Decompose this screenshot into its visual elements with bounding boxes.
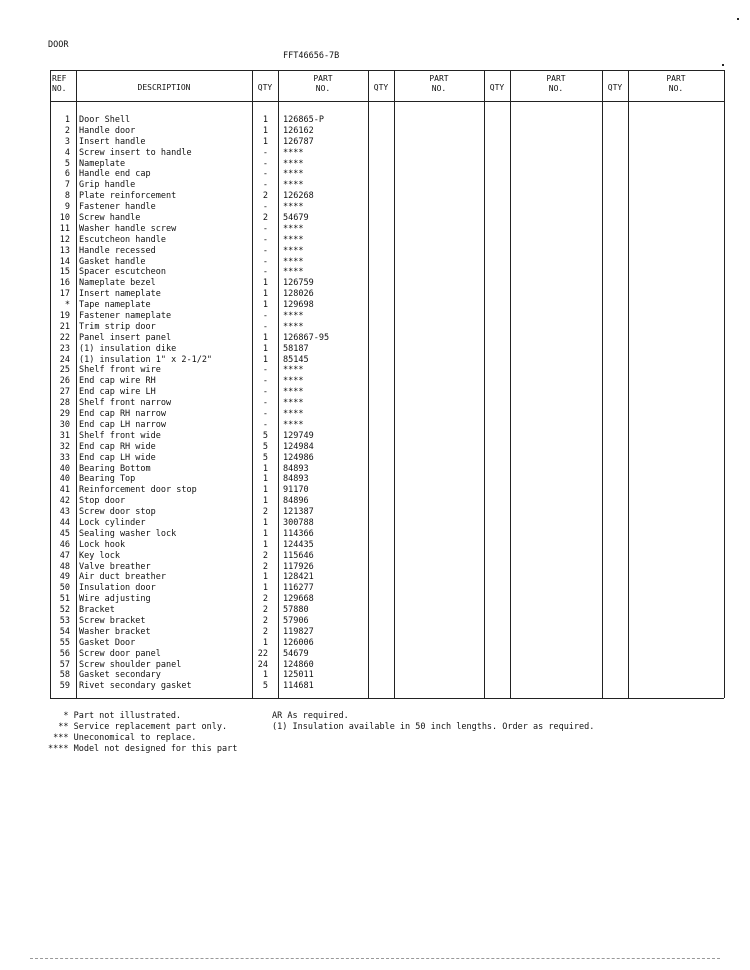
footnote: * Part not illustrated.	[48, 711, 182, 721]
part-number: 126867-95	[283, 332, 330, 343]
part-description: Screw handle	[79, 213, 141, 224]
table-row	[50, 235, 724, 246]
quantity: -	[262, 180, 268, 191]
ref-number: 42	[59, 496, 70, 507]
ref-number: 22	[59, 332, 70, 343]
part-number: 126006	[283, 637, 314, 648]
part-number: 121387	[283, 507, 314, 518]
model-number: FFT46656-7B	[283, 51, 340, 61]
part-description: Screw bracket	[79, 615, 146, 626]
quantity: 1	[262, 300, 268, 311]
ref-number: 25	[59, 365, 70, 376]
ref-number: 8	[64, 191, 70, 202]
remark: AR As required.	[272, 711, 349, 721]
part-number: ****	[283, 245, 304, 256]
part-description: Reinforcement door stop	[79, 485, 197, 496]
part-number: ****	[283, 376, 304, 387]
header-part-no: PART NO.	[313, 74, 333, 93]
table-row	[50, 300, 724, 311]
table-row	[50, 409, 724, 420]
quantity: 1	[262, 354, 268, 365]
ref-number: 12	[59, 234, 70, 245]
table-row	[50, 649, 724, 660]
part-description: Shelf front narrow	[79, 398, 172, 409]
part-description: Gasket secondary	[79, 670, 161, 681]
part-description: Shelf front wire	[79, 365, 161, 376]
quantity: 2	[262, 561, 268, 572]
ref-number: 5	[64, 158, 70, 169]
header-description: DESCRIPTION	[137, 83, 191, 92]
quantity: 5	[262, 441, 268, 452]
part-description: Nameplate	[79, 158, 126, 169]
quantity: -	[262, 365, 268, 376]
table-row	[50, 246, 724, 257]
part-number: 115646	[283, 550, 314, 561]
part-description: Bearing Top	[79, 474, 136, 485]
table-row	[50, 202, 724, 213]
part-description: End cap RH wide	[79, 441, 156, 452]
quantity: 2	[262, 626, 268, 637]
part-description: End cap RH narrow	[79, 409, 166, 420]
part-description: Panel insert panel	[79, 332, 172, 343]
ref-number: 52	[59, 605, 70, 616]
part-description: Stop door	[79, 496, 126, 507]
part-description: Bearing Bottom	[79, 463, 151, 474]
footnote: *** Uneconomical to replace.	[48, 733, 197, 743]
quantity: -	[262, 158, 268, 169]
part-description: Nameplate bezel	[79, 278, 156, 289]
footnotes-remarks	[272, 711, 594, 733]
ref-number: 58	[59, 670, 70, 681]
part-description: Spacer escutcheon	[79, 267, 166, 278]
part-number: 114681	[283, 681, 314, 692]
ref-number: 23	[59, 343, 70, 354]
table-row	[50, 311, 724, 322]
part-description: End cap wire LH	[79, 387, 156, 398]
ref-number: 27	[59, 387, 70, 398]
part-number: 129698	[283, 300, 314, 311]
table-row	[50, 616, 724, 627]
part-description: (1) insulation 1" x 2-1/2"	[79, 354, 213, 365]
table-bottom-rule	[50, 698, 724, 699]
quantity: -	[262, 234, 268, 245]
part-number: ****	[283, 409, 304, 420]
ref-number: 16	[59, 278, 70, 289]
table-row	[50, 496, 724, 507]
table-row	[50, 289, 724, 300]
part-number: ****	[283, 311, 304, 322]
table-row	[50, 518, 724, 529]
table-row	[50, 583, 724, 594]
ref-number: 50	[59, 583, 70, 594]
table-row	[50, 137, 724, 148]
ref-number: 14	[59, 256, 70, 267]
part-number: 126162	[283, 125, 314, 136]
quantity: 5	[262, 430, 268, 441]
part-number: 126268	[283, 191, 314, 202]
ref-number: 44	[59, 517, 70, 528]
part-description: Valve breather	[79, 561, 151, 572]
ref-number: 3	[64, 136, 70, 147]
part-description: Gasket Door	[79, 637, 136, 648]
quantity: 2	[262, 191, 268, 202]
part-number: ****	[283, 202, 304, 213]
ref-number: 45	[59, 528, 70, 539]
quantity: -	[262, 256, 268, 267]
table-body	[50, 115, 724, 692]
part-description: Lock cylinder	[79, 517, 146, 528]
part-number: ****	[283, 158, 304, 169]
table-header-rule	[50, 101, 724, 102]
table-row	[50, 572, 724, 583]
part-description: Screw insert to handle	[79, 147, 192, 158]
table-row	[50, 159, 724, 170]
ref-number: 11	[59, 223, 70, 234]
part-number: 128026	[283, 289, 314, 300]
page-bottom-rule	[30, 958, 720, 959]
header-qty: QTY	[373, 83, 389, 92]
part-number: 91170	[283, 485, 309, 496]
part-description: Lock hook	[79, 539, 126, 550]
table-row	[50, 507, 724, 518]
part-description: Insert nameplate	[79, 289, 161, 300]
ref-number: 56	[59, 648, 70, 659]
ref-number: 4	[64, 147, 70, 158]
quantity: -	[262, 169, 268, 180]
quantity: 1	[262, 539, 268, 550]
quantity: 2	[262, 550, 268, 561]
section-title: DOOR	[48, 40, 69, 50]
part-number: 125011	[283, 670, 314, 681]
part-description: Rivet secondary gasket	[79, 681, 192, 692]
header-qty: QTY	[607, 83, 623, 92]
footnote: **** Model not designed for this part	[48, 744, 238, 754]
quantity: 2	[262, 605, 268, 616]
ref-number: 13	[59, 245, 70, 256]
ref-number: 31	[59, 430, 70, 441]
header-qty: QTY	[257, 83, 273, 92]
table-row	[50, 562, 724, 573]
ref-number: 24	[59, 354, 70, 365]
part-description: Handle door	[79, 125, 136, 136]
ref-number: 1	[64, 115, 70, 125]
quantity: 1	[262, 115, 268, 125]
part-description: Shelf front wide	[79, 430, 161, 441]
part-number: 124860	[283, 659, 314, 670]
ref-number: *	[64, 300, 70, 311]
part-number: 124984	[283, 441, 314, 452]
table-row	[50, 267, 724, 278]
quantity: -	[262, 321, 268, 332]
part-number: ****	[283, 365, 304, 376]
ref-number: 40	[59, 474, 70, 485]
quantity: -	[262, 419, 268, 430]
ref-number: 19	[59, 311, 70, 322]
ref-number: 32	[59, 441, 70, 452]
table-row	[50, 605, 724, 616]
quantity: 1	[262, 485, 268, 496]
remark: (1) Insulation available in 50 inch lengths. Order as required.	[272, 722, 595, 732]
quantity: 5	[262, 681, 268, 692]
quantity: 1	[262, 670, 268, 681]
part-number: 57880	[283, 605, 309, 616]
table-top-rule	[50, 70, 724, 71]
quantity: -	[262, 223, 268, 234]
table-row	[50, 681, 724, 692]
header-part-no: PART NO.	[666, 74, 686, 93]
table-row	[50, 551, 724, 562]
quantity: 24	[257, 659, 268, 670]
ref-number: 9	[64, 202, 70, 213]
table-row	[50, 224, 724, 235]
part-number: 124986	[283, 452, 314, 463]
ref-number: 33	[59, 452, 70, 463]
quantity: 2	[262, 594, 268, 605]
part-number: 129668	[283, 594, 314, 605]
table-row	[50, 355, 724, 366]
ref-number: 21	[59, 321, 70, 332]
table-row	[50, 474, 724, 485]
part-number: ****	[283, 169, 304, 180]
part-number: 128421	[283, 572, 314, 583]
ref-number: 55	[59, 637, 70, 648]
column-divider	[724, 70, 725, 698]
table-row	[50, 453, 724, 464]
ref-number: 53	[59, 615, 70, 626]
part-description: Screw shoulder panel	[79, 659, 182, 670]
part-number: 85145	[283, 354, 309, 365]
table-row	[50, 191, 724, 202]
part-description: Washer bracket	[79, 626, 151, 637]
part-number: 116277	[283, 583, 314, 594]
ref-number: 29	[59, 409, 70, 420]
part-description: Insert handle	[79, 136, 146, 147]
part-number: ****	[283, 256, 304, 267]
ref-number: 17	[59, 289, 70, 300]
part-description: Fastener handle	[79, 202, 156, 213]
quantity: -	[262, 202, 268, 213]
scan-speck	[722, 64, 724, 66]
part-description: Wire adjusting	[79, 594, 151, 605]
ref-number: 43	[59, 507, 70, 518]
table-row	[50, 115, 724, 126]
part-description: Door Shell	[79, 115, 131, 125]
part-description: Insulation door	[79, 583, 156, 594]
quantity: -	[262, 387, 268, 398]
table-row	[50, 344, 724, 355]
ref-number: 26	[59, 376, 70, 387]
footnote: ** Service replacement part only.	[48, 722, 228, 732]
table-row	[50, 594, 724, 605]
part-number: ****	[283, 419, 304, 430]
table-row	[50, 148, 724, 159]
ref-number: 10	[59, 213, 70, 224]
table-row	[50, 442, 724, 453]
ref-number: 41	[59, 485, 70, 496]
quantity: 22	[257, 648, 268, 659]
footnotes-legend	[48, 711, 237, 755]
quantity: -	[262, 267, 268, 278]
parts-table	[50, 70, 724, 698]
ref-number: 15	[59, 267, 70, 278]
ref-number: 28	[59, 398, 70, 409]
part-number: 126787	[283, 136, 314, 147]
table-row	[50, 670, 724, 681]
table-row	[50, 333, 724, 344]
ref-number: 46	[59, 539, 70, 550]
ref-number: 40	[59, 463, 70, 474]
part-description: Bracket	[79, 605, 115, 616]
part-description: Escutcheon handle	[79, 234, 166, 245]
part-description: Handle recessed	[79, 245, 156, 256]
table-row	[50, 420, 724, 431]
table-row	[50, 126, 724, 137]
part-description: Tape nameplate	[79, 300, 151, 311]
quantity: -	[262, 409, 268, 420]
part-description: Screw door panel	[79, 648, 161, 659]
ref-number: 30	[59, 419, 70, 430]
table-row	[50, 398, 724, 409]
header-part-no: PART NO.	[429, 74, 449, 93]
quantity: 1	[262, 343, 268, 354]
quantity: 1	[262, 528, 268, 539]
table-row	[50, 278, 724, 289]
quantity: 1	[262, 332, 268, 343]
quantity: 5	[262, 452, 268, 463]
part-number: 84893	[283, 474, 309, 485]
quantity: 1	[262, 278, 268, 289]
quantity: 1	[262, 125, 268, 136]
part-number: 57906	[283, 615, 309, 626]
part-number: 117926	[283, 561, 314, 572]
scan-speck	[737, 18, 739, 20]
part-description: Sealing washer lock	[79, 528, 177, 539]
table-row	[50, 540, 724, 551]
ref-number: 54	[59, 626, 70, 637]
quantity: 2	[262, 615, 268, 626]
part-number: 54679	[283, 648, 309, 659]
part-number: ****	[283, 267, 304, 278]
quantity: 2	[262, 213, 268, 224]
part-description: End cap LH narrow	[79, 419, 166, 430]
ref-number: 59	[59, 681, 70, 692]
quantity: -	[262, 147, 268, 158]
part-description: Key lock	[79, 550, 120, 561]
quantity: 1	[262, 637, 268, 648]
table-row	[50, 464, 724, 475]
part-description: Gasket handle	[79, 256, 146, 267]
table-row	[50, 213, 724, 224]
part-description: Washer handle screw	[79, 223, 177, 234]
part-number: ****	[283, 387, 304, 398]
part-number: ****	[283, 234, 304, 245]
part-number: 126865-P	[283, 115, 324, 125]
table-row	[50, 169, 724, 180]
table-row	[50, 180, 724, 191]
part-number: 300788	[283, 517, 314, 528]
part-number: ****	[283, 147, 304, 158]
part-number: 84896	[283, 496, 309, 507]
header-ref-no: REF NO.	[52, 74, 67, 93]
part-description: End cap wire RH	[79, 376, 156, 387]
table-row	[50, 660, 724, 671]
table-row	[50, 322, 724, 333]
table-row	[50, 376, 724, 387]
ref-number: 49	[59, 572, 70, 583]
part-description: Handle end cap	[79, 169, 151, 180]
part-description: (1) insulation dike	[79, 343, 177, 354]
part-number: 129749	[283, 430, 314, 441]
quantity: 1	[262, 572, 268, 583]
part-number: 119827	[283, 626, 314, 637]
table-row	[50, 638, 724, 649]
part-description: Screw door stop	[79, 507, 156, 518]
part-number: 124435	[283, 539, 314, 550]
quantity: -	[262, 376, 268, 387]
quantity: -	[262, 398, 268, 409]
header-qty: QTY	[489, 83, 505, 92]
part-number: 54679	[283, 213, 309, 224]
part-description: End cap LH wide	[79, 452, 156, 463]
ref-number: 47	[59, 550, 70, 561]
quantity: -	[262, 245, 268, 256]
ref-number: 7	[64, 180, 70, 191]
quantity: 1	[262, 474, 268, 485]
quantity: 1	[262, 136, 268, 147]
part-description: Trim strip door	[79, 321, 156, 332]
quantity: 1	[262, 463, 268, 474]
part-number: 58187	[283, 343, 309, 354]
quantity: 1	[262, 583, 268, 594]
ref-number: 51	[59, 594, 70, 605]
ref-number: 2	[64, 125, 70, 136]
ref-number: 48	[59, 561, 70, 572]
quantity: -	[262, 311, 268, 322]
table-row	[50, 529, 724, 540]
table-row	[50, 365, 724, 376]
table-row	[50, 485, 724, 496]
part-number: ****	[283, 223, 304, 234]
part-description: Plate reinforcement	[79, 191, 177, 202]
table-row	[50, 431, 724, 442]
quantity: 2	[262, 507, 268, 518]
part-description: Grip handle	[79, 180, 136, 191]
part-description: Fastener nameplate	[79, 311, 172, 322]
part-number: ****	[283, 398, 304, 409]
part-number: 114366	[283, 528, 314, 539]
quantity: 1	[262, 517, 268, 528]
table-row	[50, 387, 724, 398]
table-row	[50, 257, 724, 268]
header-part-no: PART NO.	[546, 74, 566, 93]
part-number: 126759	[283, 278, 314, 289]
quantity: 1	[262, 289, 268, 300]
table-row	[50, 627, 724, 638]
part-number: 84893	[283, 463, 309, 474]
quantity: 1	[262, 496, 268, 507]
part-description: Air duct breather	[79, 572, 166, 583]
ref-number: 6	[64, 169, 70, 180]
part-number: ****	[283, 321, 304, 332]
part-number: ****	[283, 180, 304, 191]
ref-number: 57	[59, 659, 70, 670]
